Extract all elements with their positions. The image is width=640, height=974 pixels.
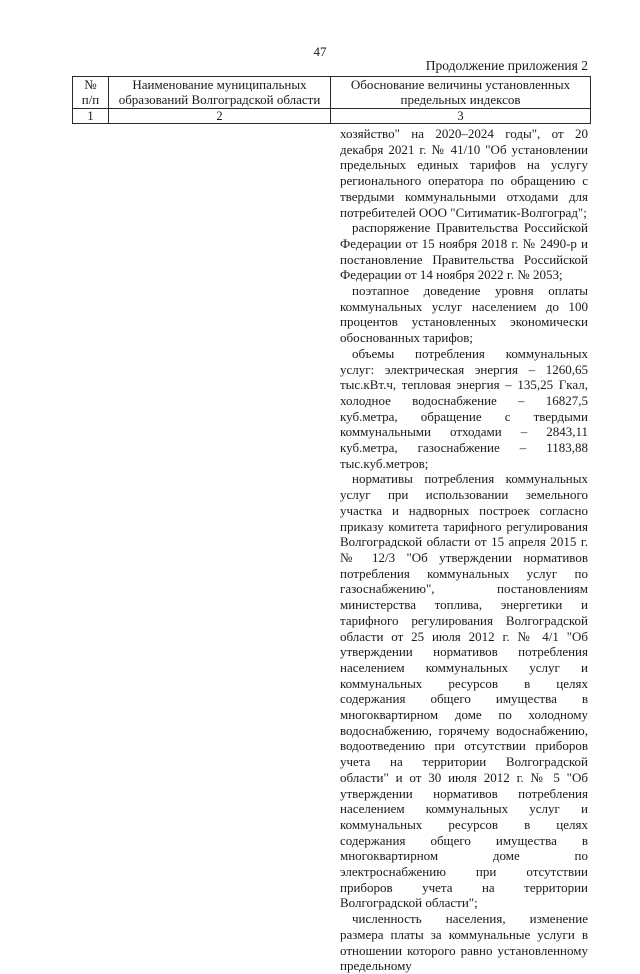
paragraph-population: численность населения, изменение размера платы за коммунальные услуги в отношении которого равно установленному предельному bbox=[340, 911, 588, 974]
paragraph-government-orders: распоряжение Правительства Российской Федерации от 15 ноября 2018 г. № 2490-р и постановление Правительства Российской Федерации от 14 ноября 2022 г. № 2053; bbox=[340, 220, 588, 283]
paragraph-tariff-resolutions: хозяйство" на 2020–2024 годы", от 20 декабря 2021 г. № 41/10 "Об установлении предельных единых тарифов на услугу регионального оператора по обращению с твердыми коммунальными отходами для потребителей ООО "Ситиматик-Волгоград"; bbox=[340, 126, 588, 220]
column-number-2: 2 bbox=[109, 109, 331, 124]
justification-text-column bbox=[340, 126, 588, 974]
paragraph-consumption-volumes: объемы потребления коммунальных услуг: электрическая энергия – 1260,65 тыс.кВт.ч, тепловая энергия – 135,25 Гкал, холодное водоснабжение – 16827,5 куб.метра, обращение с твердыми коммунальными отходами – 2843,11 куб.метра, газоснабжение – 1183,88 тыс.куб.метров; bbox=[340, 345, 588, 471]
appendix-continuation-label: Продолжение приложения 2 bbox=[425, 58, 588, 73]
column-header-municipality: Наименование муниципальных образований Волгоградской области bbox=[109, 77, 331, 109]
column-header-justification: Обоснование величины установленных предельных индексов bbox=[331, 77, 591, 109]
column-header-number: № п/п bbox=[73, 77, 109, 109]
appendix-table-header bbox=[72, 76, 591, 124]
paragraph-consumption-norms: нормативы потребления коммунальных услуг при использовании земельного участка и надворных построек согласно приказу комитета тарифного регулирования Волгоградской области от 15 апреля 2015 г. № 12/3 "Об утверждении нормативов потребления коммунальных услуг по газоснабжению", постановлениям министерства топлива, энергетики и тарифного регулирования Волгоградской области от 25 июля 2012 г. № 4/1 "Об утверждении нормативов потребления населением коммунальных услуг и коммунальных ресурсов в целях содержания общего имущества в многоквартирном доме по холодному водоснабжению, горячему водоснабжению, водоотведению при отсутствии приборов учета на территории Волгоградской области" и от 30 июля 2012 г. № 5 "Об утверждении нормативов потребления населением коммунальных услуг и коммунальных ресурсов в целях содержания общего имущества в многоквартирном доме по электроснабжению при отсутствии приборов учета на территории Волгоградской области"; bbox=[340, 471, 588, 911]
column-number-3: 3 bbox=[331, 109, 591, 124]
column-number-1: 1 bbox=[73, 109, 109, 124]
page-number: 47 bbox=[313, 44, 327, 59]
paragraph-payment-level: поэтапное доведение уровня оплаты коммунальных услуг населением до 100 процентов установленных экономически обоснованных тарифов; bbox=[340, 283, 588, 346]
